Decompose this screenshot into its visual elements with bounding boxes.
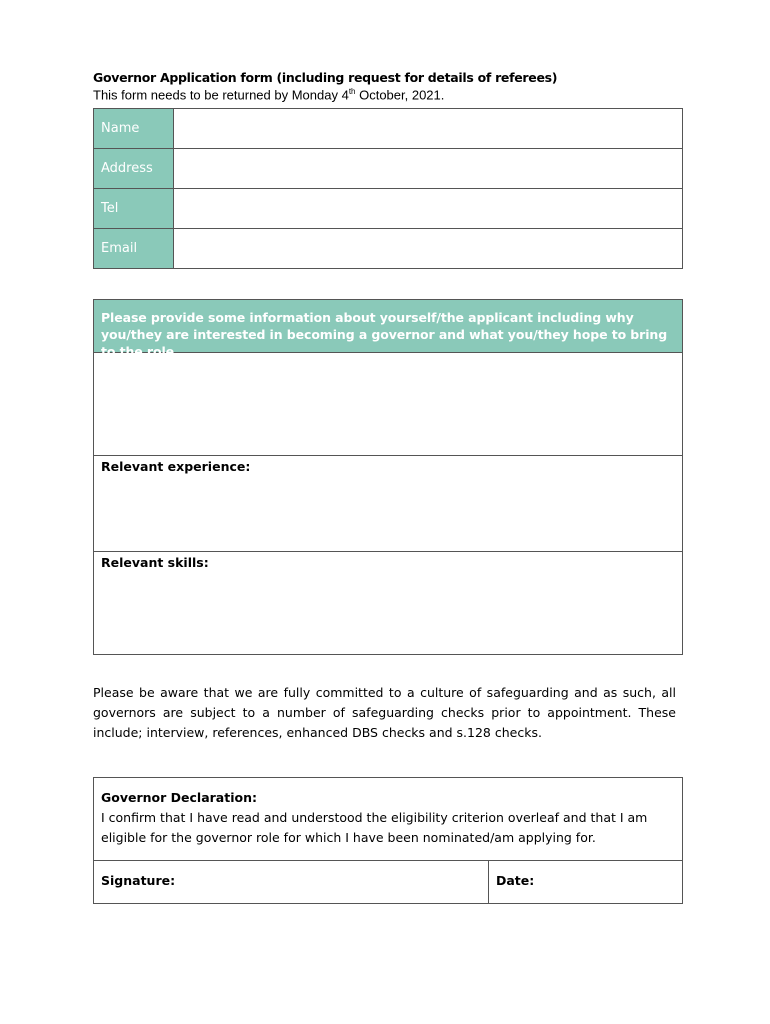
information-prompt: Please provide some information about yourself/the applicant including why you/they are interested in becoming a governor and what you/they hope to bring to the role.: [94, 300, 682, 353]
relevant-skills-field[interactable]: [94, 552, 682, 654]
details-row-email: [94, 229, 683, 269]
declaration-sign-row: [94, 861, 682, 903]
governor-declaration-box: [93, 777, 683, 904]
declaration-title: Governor Declaration:: [101, 790, 257, 805]
name-label: Name: [94, 109, 174, 149]
applicant-information-box: [93, 299, 683, 655]
relevant-experience-field[interactable]: [94, 456, 682, 552]
safeguarding-notice: Please be aware that we are fully committed to a culture of safeguarding and as such, all governors are subject to a number of safeguarding checks prior to appointment. These include; interview, references, enhanced DBS checks and s.128 checks.: [93, 685, 676, 740]
relevant-skills-label: Relevant skills:: [101, 555, 209, 570]
details-row-address: [94, 149, 683, 189]
form-title: Governor Application form (including request for details of referees): [93, 70, 558, 85]
signature-label: Signature:: [101, 873, 176, 888]
date-label: Date:: [496, 873, 535, 888]
information-field[interactable]: [94, 353, 682, 456]
details-row-tel: [94, 189, 683, 229]
deadline-date: October, 2021.: [355, 87, 445, 103]
declaration-text: I confirm that I have read and understood the eligibility criterion overleaf and that I am eligible for the governor role for which I have been nominated/am applying for.: [101, 810, 648, 845]
applicant-details-table: [93, 108, 683, 269]
name-field[interactable]: [174, 109, 683, 149]
tel-label: Tel: [94, 189, 174, 229]
date-field[interactable]: [489, 861, 682, 903]
email-label: Email: [94, 229, 174, 269]
relevant-experience-label: Relevant experience:: [101, 459, 251, 474]
tel-field[interactable]: [174, 189, 683, 229]
address-label: Address: [94, 149, 174, 189]
declaration-statement: [94, 778, 682, 861]
address-field[interactable]: [174, 149, 683, 189]
return-deadline: [93, 87, 444, 102]
deadline-ordinal: th: [348, 87, 356, 96]
deadline-text: This form needs to be returned by Monday 4: [93, 87, 349, 103]
signature-field[interactable]: [94, 861, 489, 903]
details-row-name: [94, 109, 683, 149]
email-field[interactable]: [174, 229, 683, 269]
